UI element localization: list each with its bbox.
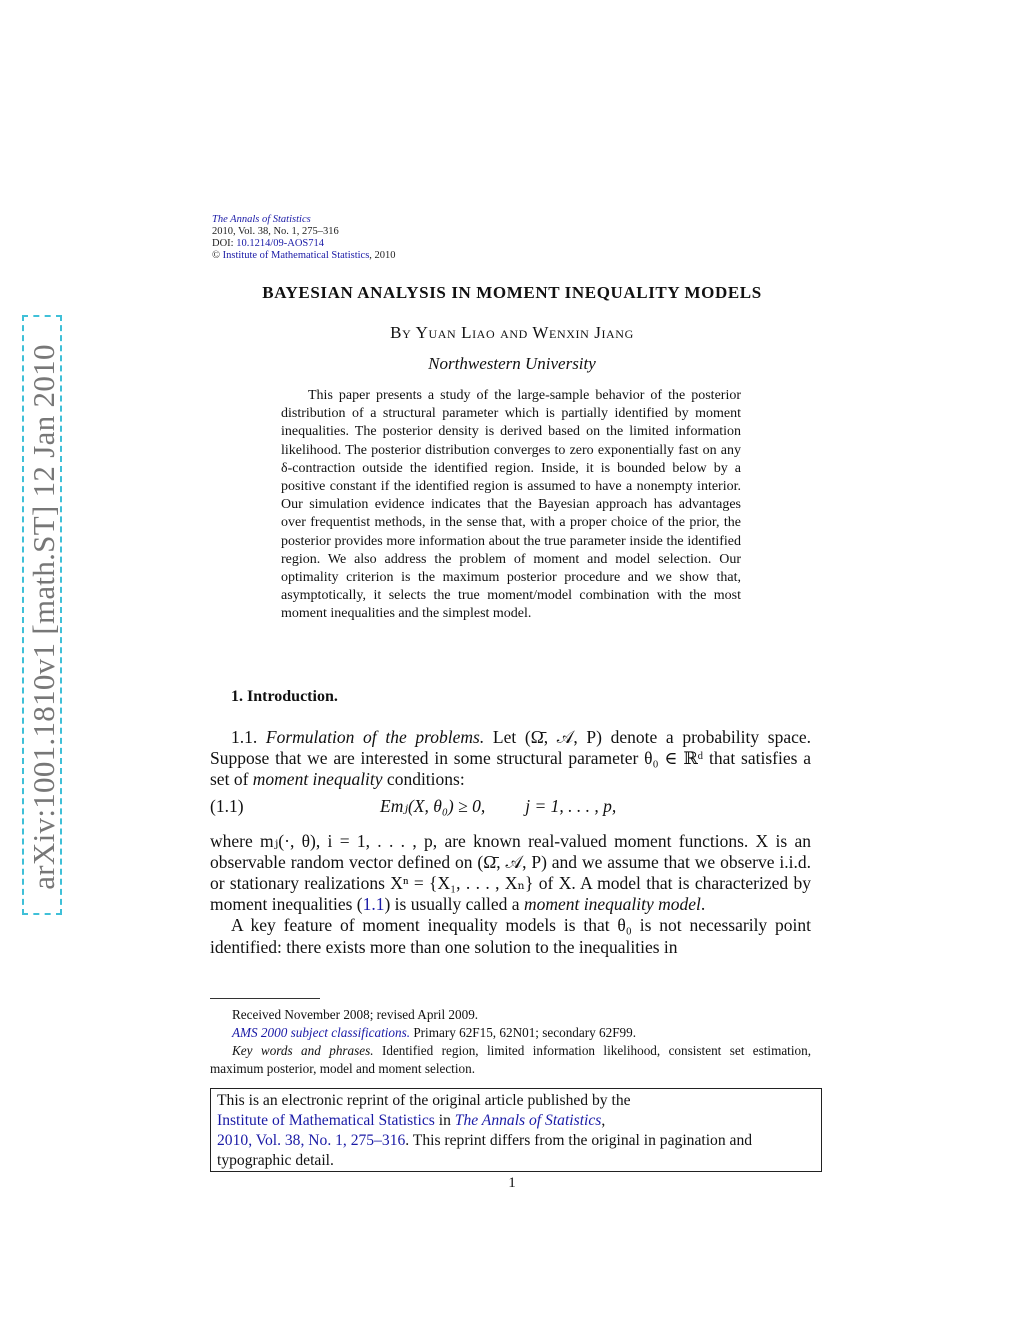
page-number: 1 bbox=[508, 1175, 516, 1191]
copyright-year: , 2010 bbox=[369, 250, 396, 261]
reprint-notice bbox=[210, 1088, 822, 1172]
copyright-symbol: © bbox=[212, 250, 220, 261]
equation-1-1 bbox=[210, 793, 811, 821]
reprint-citation-link[interactable]: 2010, Vol. 38, No. 1, 275–316 bbox=[217, 1132, 406, 1149]
reprint-rest: . This reprint differs from the original in pagination and typographic detail. bbox=[217, 1132, 753, 1169]
equation-ref-link[interactable]: 1.1 bbox=[362, 894, 385, 915]
keywords-note bbox=[210, 1042, 811, 1078]
equation-body: Emⱼ(X, θ₀) ≥ 0, bbox=[380, 796, 486, 816]
publisher-link[interactable]: Institute of Mathematical Statistics bbox=[222, 250, 370, 261]
journal-header bbox=[212, 214, 396, 262]
journal-name[interactable]: The Annals of Statistics bbox=[212, 214, 311, 225]
equation-number: (1.1) bbox=[210, 796, 244, 816]
reprint-in: in bbox=[434, 1112, 455, 1129]
doi-label: DOI: bbox=[212, 238, 237, 249]
subsection-number: 1.1. bbox=[231, 727, 258, 747]
keywords-label: Key words and phrases. bbox=[232, 1043, 374, 1058]
footnotes bbox=[210, 1006, 811, 1078]
reprint-line2 bbox=[217, 1111, 815, 1131]
copyright-line bbox=[212, 250, 396, 262]
para2-a: where mⱼ(·, θ), i = 1, . . . , p, are known real-valued moment functions. X is an observable random vector defined on (Ω̄, 𝒜, P) and we assume that we observe i.i.d. or stationary realizations Xⁿ = {X₁, . . . , Xₙ} of X. A model that is characterized by moment inequalities ( bbox=[210, 830, 811, 915]
arxiv-stamp bbox=[22, 315, 62, 915]
body-text bbox=[210, 727, 811, 958]
reprint-line3 bbox=[217, 1131, 815, 1171]
reprint-journal-link[interactable]: The Annals of Statistics bbox=[454, 1112, 602, 1129]
keywords-text: Identified region, limited information likelihood, consistent set estimation, maximum posterior, model and moment selection. bbox=[210, 1043, 811, 1076]
ams-classification-link[interactable]: AMS 2000 subject classifications. bbox=[232, 1025, 411, 1040]
ams-text: Primary 62F15, 62N01; secondary 62F99. bbox=[410, 1025, 637, 1040]
para1-b: conditions: bbox=[382, 769, 465, 790]
footnote-rule bbox=[210, 998, 320, 999]
doi-link[interactable]: 10.1214/09-AOS714 bbox=[236, 238, 325, 249]
para1-a: Let (Ω̄, 𝒜, P) denote a probability space. Suppose that we are interested in some structural parameter θ₀ ∈ ℝᵈ that satisfies a set of bbox=[210, 727, 812, 790]
para2-b: ) is usually called a bbox=[384, 894, 524, 915]
section-heading: 1. Introduction. bbox=[231, 688, 338, 705]
doi-line bbox=[212, 238, 396, 250]
ams-note bbox=[210, 1024, 811, 1042]
volume-line: 2010, Vol. 38, No. 1, 275–316 bbox=[212, 226, 339, 237]
abstract-text: This paper presents a study of the large-sample behavior of the posterior distribution of a structural parameter which is partially identified by moment inequalities. The posterior density is derived based on the limited information likelihood. The posterior distribution converges to zero exponentially fast on any δ-contraction outside the identified region. Inside, it is bounded below by a positive constant if the identified region is assumed to have a nonempty interior. Our simulation evidence indicates that the Bayesian approach has advantages over frequentist methods, in the sense that, with a proper choice of the prior, the posterior provides more information about the true parameter inside the identified region. We also address the problem of moment and model selection. Our optimality criterion is the maximum posterior procedure and we show that, asymptotically, it selects the true moment/model combination with the most moment inequalities and the simplest model. bbox=[281, 388, 741, 622]
received-note: Received November 2008; revised April 2009. bbox=[232, 1007, 479, 1022]
para1-em: moment inequality bbox=[252, 769, 383, 790]
para2-em: moment inequality model bbox=[523, 894, 701, 915]
equation-range: j = 1, . . . , p, bbox=[525, 796, 617, 816]
reprint-line1: This is an electronic reprint of the original article published by the bbox=[217, 1092, 631, 1109]
para2-c: . bbox=[700, 894, 706, 915]
paragraph-3: A key feature of moment inequality models is that θ₀ is not necessarily point identified: there exists more than one solution to the inequalities in bbox=[210, 915, 811, 957]
affiliation: Northwestern University bbox=[428, 354, 596, 373]
paragraph-2 bbox=[210, 831, 811, 916]
arxiv-id: arXiv:1001.1810v1 [math.ST] 12 Jan 2010 bbox=[26, 344, 61, 890]
authors: By Yuan Liao and Wenxin Jiang bbox=[390, 323, 634, 342]
paragraph-1 bbox=[210, 727, 811, 791]
abstract bbox=[281, 387, 741, 624]
paper-title: BAYESIAN ANALYSIS IN MOMENT INEQUALITY MODELS bbox=[262, 283, 762, 302]
reprint-publisher-link[interactable]: Institute of Mathematical Statistics bbox=[217, 1112, 435, 1129]
reprint-comma: , bbox=[601, 1112, 606, 1129]
subsection-title: Formulation of the problems. bbox=[265, 727, 485, 747]
